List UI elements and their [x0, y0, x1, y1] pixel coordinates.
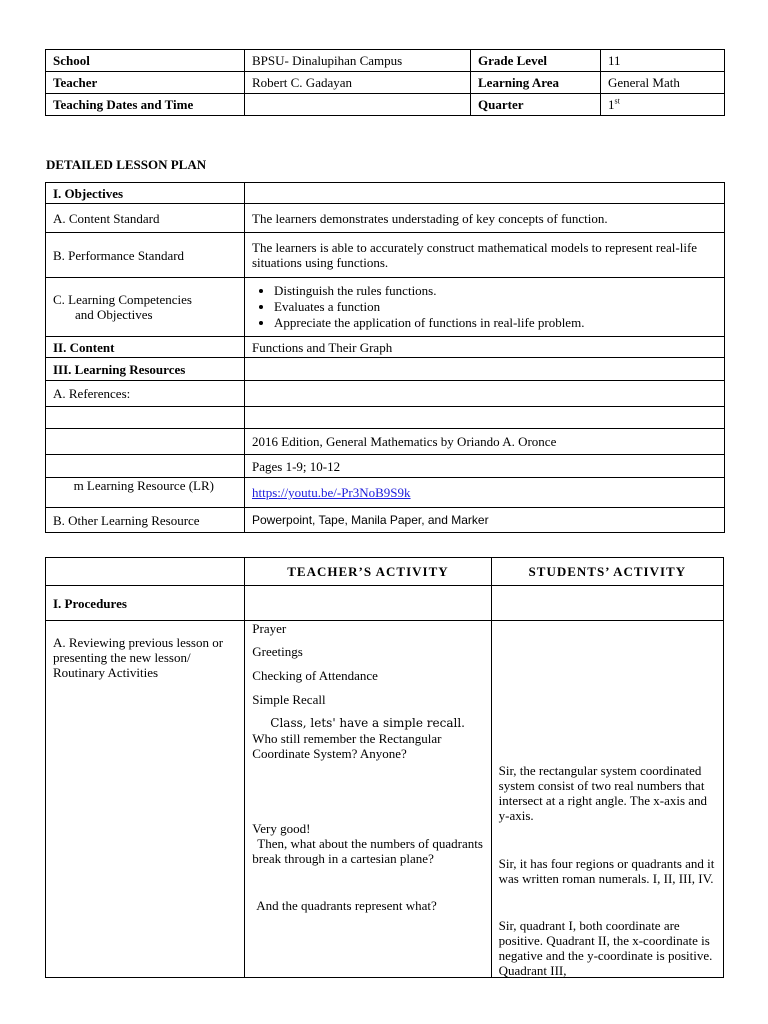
- lr-label: m Learning Resource (LR): [73, 478, 214, 493]
- youtube-link[interactable]: https://youtu.be/-Pr3NoB9S9k: [252, 485, 411, 500]
- teacher-activity-cell: [245, 621, 491, 978]
- greetings-text: Greetings: [252, 644, 303, 659]
- grade-level-label: Grade Level: [471, 50, 601, 72]
- table-row: [46, 558, 724, 586]
- content-standard-label: A. Content Standard: [46, 204, 245, 233]
- references-value: [245, 381, 725, 407]
- prayer-text: Prayer: [252, 621, 287, 636]
- activity-table: [45, 557, 724, 978]
- other-resource-label: B. Other Learning Resource: [46, 508, 245, 533]
- student-answer-2: Sir, it has four regions or quadrants and it was written roman numerals. I, II, III, IV.: [498, 856, 715, 886]
- table-row: [46, 50, 725, 72]
- procedures-student: [491, 586, 723, 621]
- recall-text: Simple Recall: [252, 692, 326, 707]
- lesson-plan-table: [45, 182, 725, 533]
- references-label: A. References:: [46, 381, 245, 407]
- table-row: [46, 278, 725, 337]
- table-row: [46, 233, 725, 278]
- pages-value: Pages 1-9; 10-12: [245, 455, 725, 478]
- table-row: [46, 407, 725, 429]
- school-value: BPSU- Dinalupihan Campus: [245, 50, 471, 72]
- header-table: [45, 49, 725, 116]
- textbook-value: 2016 Edition, General Mathematics by Oriando A. Oronce: [245, 429, 725, 455]
- performance-standard-label: B. Performance Standard: [46, 233, 245, 278]
- performance-standard-value: The learners is able to accurately construct mathematical models to represent real-life situations using functions.: [245, 233, 725, 278]
- resources-label: III. Learning Resources: [46, 358, 245, 381]
- student-answer-1: Sir, the rectangular system coordinated system consist of two real numbers that intersect at a right angle. The x-axis and y-axis.: [498, 763, 708, 823]
- competencies-label-line2: and Objectives: [75, 307, 153, 322]
- activity-corner: [46, 558, 245, 586]
- textbook-label: [46, 429, 245, 455]
- table-row: [46, 183, 725, 204]
- objectives-value: [245, 183, 725, 204]
- table-row: [46, 429, 725, 455]
- quarter-number: 1: [608, 97, 615, 112]
- recall-question-2: Who still remember the Rectangular Coordinate System? Anyone?: [252, 731, 442, 761]
- learning-area-value: General Math: [601, 72, 725, 94]
- competencies-value: [245, 278, 725, 337]
- page-title: DETAILED LESSON PLAN: [46, 157, 207, 172]
- objectives-label: I. Objectives: [46, 183, 245, 204]
- table-row: [46, 358, 725, 381]
- procedures-label: I. Procedures: [46, 586, 245, 621]
- table-row: [46, 586, 724, 621]
- table-row: [46, 337, 725, 358]
- table-row: [46, 455, 725, 478]
- table-row: [46, 204, 725, 233]
- table-row: [46, 94, 725, 116]
- review-label: A. Reviewing previous lesson or presenting the new lesson/ Routinary Activities: [53, 635, 224, 680]
- procedures-teacher: [245, 586, 491, 621]
- other-resource-value: Powerpoint, Tape, Manila Paper, and Marker: [245, 508, 725, 533]
- teacher-value: Robert C. Gadayan: [245, 72, 471, 94]
- students-activity-header: STUDENTS’ ACTIVITY: [491, 558, 723, 586]
- grade-level-value: 11: [601, 50, 725, 72]
- list-item: • Distinguish the rules functions.: [274, 283, 717, 299]
- teacher-label: Teacher: [46, 72, 245, 94]
- learning-area-label: Learning Area: [471, 72, 601, 94]
- table-row: [46, 508, 725, 533]
- resources-value: [245, 358, 725, 381]
- lr-label-cell: [46, 478, 245, 508]
- very-good-text: Very good!: [252, 821, 311, 836]
- recall-question-1: Class, lets' have a simple recall.: [270, 716, 465, 730]
- teacher-activity-header: TEACHER’S ACTIVITY: [245, 558, 491, 586]
- student-answer-3: Sir, quadrant I, both coordinate are positive. Quadrant II, the x-coordinate is negative and the y-coordinate is positive. Quadrant III,: [498, 918, 713, 978]
- competencies-list: [252, 283, 717, 331]
- student-activity-cell: [491, 621, 723, 978]
- lr-value: [245, 478, 725, 508]
- content-value: Functions and Their Graph: [245, 337, 725, 358]
- attendance-text: Checking of Attendance: [252, 668, 378, 683]
- list-item: • Evaluates a function: [274, 299, 717, 315]
- table-row: [46, 478, 725, 508]
- table-row: [46, 621, 724, 978]
- table-row: [46, 381, 725, 407]
- empty-value: [245, 407, 725, 429]
- dates-label: Teaching Dates and Time: [46, 94, 245, 116]
- quadrants-question: Then, what about the numbers of quadrants break through in a cartesian plane?: [252, 836, 483, 866]
- quarter-suffix: st: [614, 96, 620, 106]
- pages-label: [46, 455, 245, 478]
- list-item: • Appreciate the application of functions in real-life problem.: [274, 315, 717, 331]
- quarter-value: [601, 94, 725, 116]
- quarter-label: Quarter: [471, 94, 601, 116]
- competencies-label-line1: C. Learning Competencies: [53, 292, 192, 307]
- represent-question: And the quadrants represent what?: [256, 898, 437, 913]
- competencies-label: [46, 278, 245, 337]
- content-label: II. Content: [46, 337, 245, 358]
- content-standard-value: The learners demonstrates understading of key concepts of function.: [245, 204, 725, 233]
- empty-label: [46, 407, 245, 429]
- school-label: School: [46, 50, 245, 72]
- dates-value: [245, 94, 471, 116]
- table-row: [46, 72, 725, 94]
- review-label-cell: [46, 621, 245, 978]
